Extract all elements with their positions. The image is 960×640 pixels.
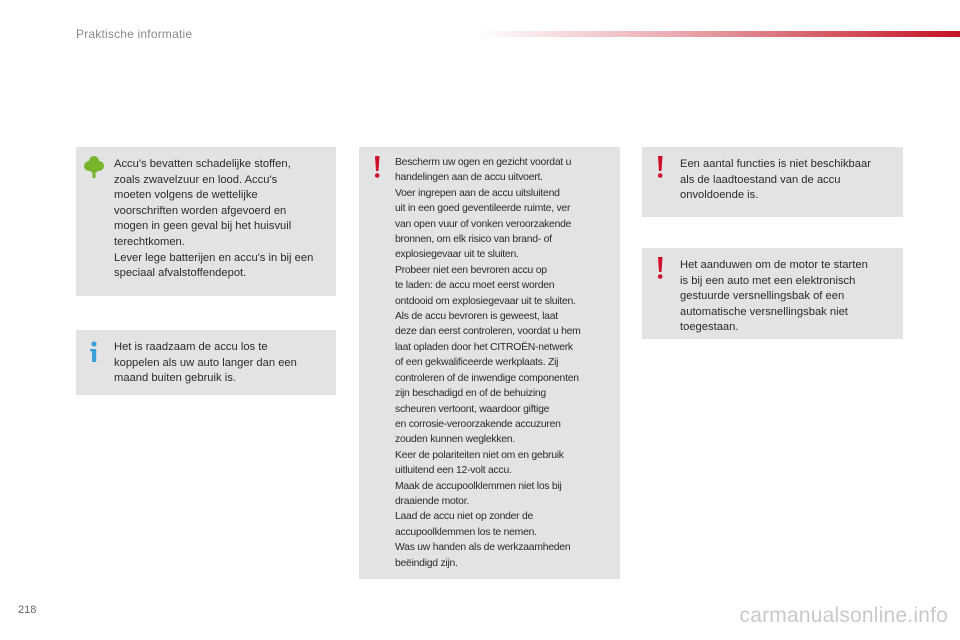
info-icon — [84, 340, 104, 364]
exclamation-icon — [650, 155, 670, 179]
exclamation-icon — [650, 256, 670, 280]
page-section-title: Praktische informatie — [76, 27, 193, 41]
exclamation-icon — [367, 155, 387, 179]
battery-safety-warning-box — [359, 147, 620, 579]
info-note-box — [76, 330, 336, 395]
info-note-text: Het is raadzaam de accu los te koppelen als uw auto langer dan een maand buiten gebruik is. — [114, 341, 297, 385]
push-start-warning-text: Het aanduwen om de motor te starten is bij een auto met een elektronisch gestuurde versnellingsbak of een automatische versnellingsbak niet toegestaan. — [680, 259, 868, 334]
low-charge-warning-text: Een aantal functies is niet beschikbaar als de laadtoestand van de accu onvoldoende is. — [680, 158, 871, 202]
environment-note-box — [76, 147, 336, 296]
environment-note-text: Accu's bevatten schadelijke stoffen, zoals zwavelzuur en lood. Accu's moeten volgens de wettelijke voorschriften worden afgevoerd en mogen in geen geval bij het huisvuil terechtkomen. Lever lege batterijen en accu's in bij een speciaal afvalstoffendepot. — [114, 158, 314, 280]
watermark: carmanualsonline.info — [739, 604, 948, 627]
page-number: 218 — [18, 604, 37, 616]
header-accent-bar — [476, 31, 960, 37]
battery-safety-warning-text: Bescherm uw ogen en gezicht voordat u handelingen aan de accu uitvoert. Voer ingrepen aan de accu uitsluitend uit in een goed geventileerde ruimte, ver van open vuur of vonken veroorzakende bronnen, om elk risico van brand- of explosiegevaar uit te sluiten. Probeer niet een bevroren accu op te laden: de accu moet eerst worden ontdooid om explosiegevaar uit te sluiten. Als de accu bevroren is geweest, laat deze dan eerst controleren, voordat u hem laat opladen door het CITROËN-netwerk of een gekwalificeerde werkplaats. Zij controleren of de inwendige componenten zijn beschadigd en of de behuizing scheuren vertoont, waardoor giftige en corrosie-veroorzakende accuzuren zouden kunnen weglekken. Keer de polariteiten niet om en gebruik uitluitend een 12-volt accu. Maak de accupoolklemmen niet los bij draaiende motor. Laad de accu niet op zonder de accupoolklemmen los te nemen. Was uw handen als de werkzaamheden beëindigd zijn. — [395, 157, 581, 569]
tree-icon — [84, 155, 104, 179]
push-start-warning-box — [642, 248, 903, 339]
low-charge-warning-box — [642, 147, 903, 217]
